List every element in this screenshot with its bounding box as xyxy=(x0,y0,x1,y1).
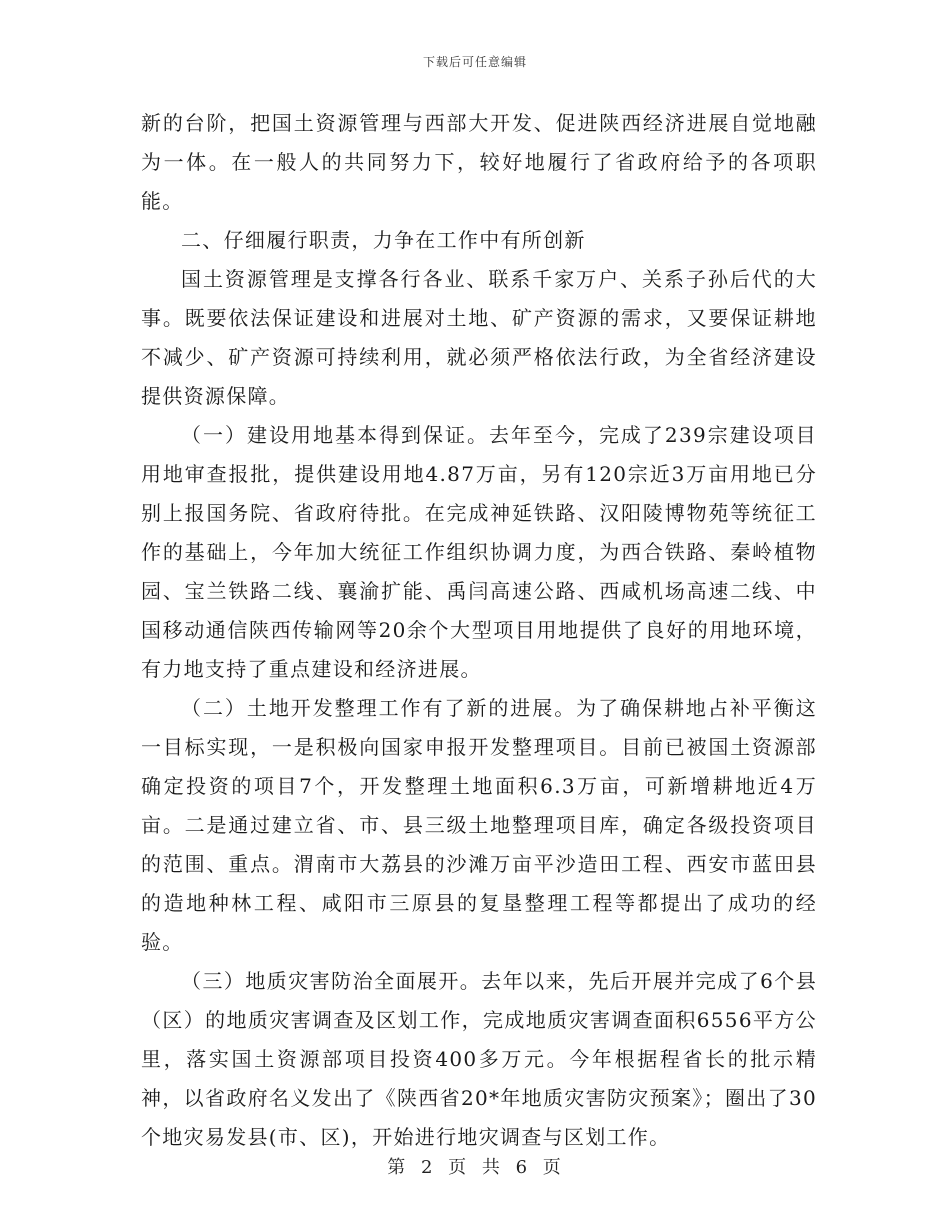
paragraph-item-3: （三）地质灾害防治全面展开。去年以来，先后开展并完成了6个县（区）的地质灾害调查及区划工作，完成地质灾害调查面积6556平方公里，落实国土资源部项目投资400多万元。今年根据程省长的批示精神，以省政府名义发出了《陕西省20*年地质灾害防灾预案》；圈出了30个地灾易发县(市、区)，开始进行地灾调查与区划工作。 xyxy=(141,969,817,1149)
page-footer: 第 2 页 共 6 页 xyxy=(387,1157,563,1178)
document-body xyxy=(141,104,817,1157)
paragraph-item-2: （二）土地开发整理工作有了新的进展。为了确保耕地占补平衡这一目标实现，一是积极向国家申报开发整理项目。目前已被国土资源部确定投资的项目7个，开发整理土地面积6.3万亩，可新增耕地近4万亩。二是通过建立省、市、县三级土地整理项目库，确定各级投资项目的范围、重点。渭南市大荔县的沙滩万亩平沙造田工程、西安市蓝田县的造地种林工程、咸阳市三原县的复垦整理工程等都提出了成功的经验。 xyxy=(141,696,817,954)
section-heading: 二、仔细履行职责，力争在工作中有所创新 xyxy=(181,228,586,252)
paragraph-intro: 国土资源管理是支撑各行各业、联系千家万户、关系子孙后代的大事。既要依法保证建设和进展对土地、矿产资源的需求，又要保证耕地不减少、矿产资源可持续利用，就必须严格依法行政，为全省经济建设提供资源保障。 xyxy=(141,267,817,408)
paragraph-item-1: （一）建设用地基本得到保证。去年至今，完成了239宗建设项目用地审查报批，提供建设用地4.87万亩，另有120宗近3万亩用地已分别上报国务院、省政府待批。在完成神延铁路、汉阳陵博物苑等统征工作的基础上，今年加大统征工作组织协调力度，为西合铁路、秦岭植物园、宝兰铁路二线、襄渝扩能、禹闫高速公路、西咸机场高速二线、中国移动通信陕西传输网等20余个大型项目用地提供了良好的用地环境，有力地支持了重点建设和经济进展。 xyxy=(141,423,817,681)
paragraph-continuation: 新的台阶，把国土资源管理与西部大开发、促进陕西经济进展自觉地融为一体。在一般人的共同努力下，较好地履行了省政府给予的各项职能。 xyxy=(141,111,817,213)
page-header: 下载后可任意编辑 xyxy=(422,55,527,69)
